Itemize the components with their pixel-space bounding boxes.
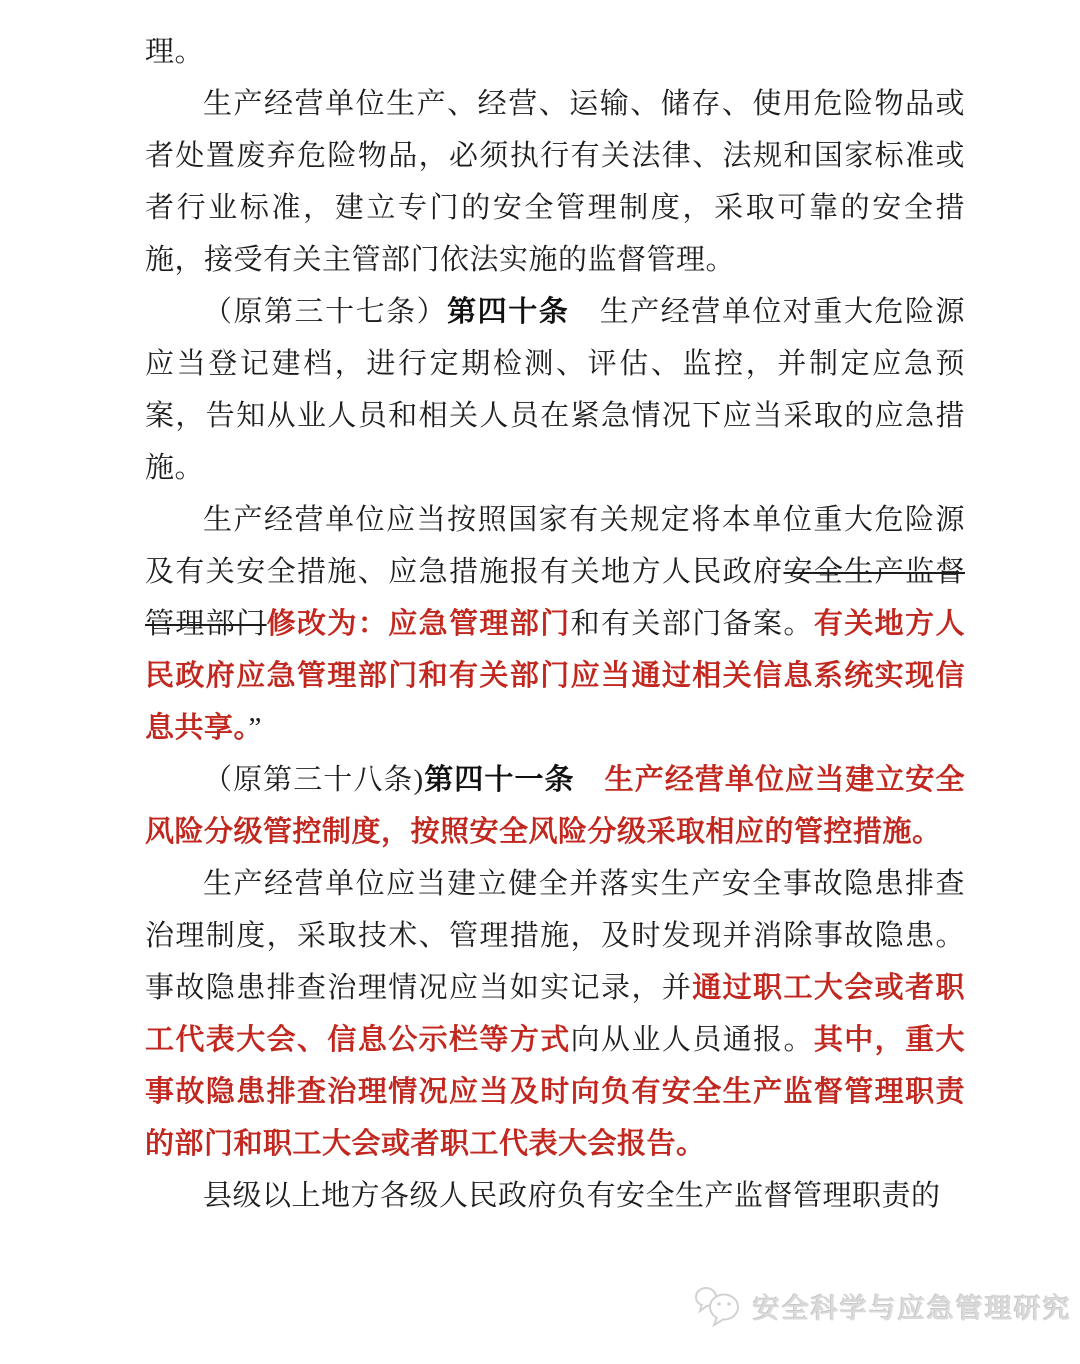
text-segment: 生产经营单位应当建立健全并落实生产安全事故隐患排查治理制度，采取技术、管理措施，及时发现并消除事故隐患。事故隐患排查治理情况应当如实记录，并 [145, 868, 965, 1004]
text-segment: 向从业人员通报。 [570, 1024, 814, 1056]
text-segment: （原第三十七条） [203, 296, 448, 328]
revision-text-segment: 修改为：应急管理部门 [266, 608, 571, 640]
wechat-icon [693, 1283, 745, 1329]
revision-text-segment: 生产经营单位应当建立安全风险分级管控制度，按照安全风险分级采取相应的管控措施。 [145, 764, 965, 848]
paragraph [145, 286, 965, 494]
text-segment: 生产经营单位生产、经营、运输、储存、使用危险物品或者处置废弃危险物品，必须执行有关法律、法规和国家标准或者行业标准，建立专门的安全管理制度，采取可靠的安全措施，接受有关主管部门依法实施的监督管理。 [145, 88, 965, 276]
text-segment: 生产经营单位应当按照国家有关规定将本单位重大危险源及有关安全措施、应急措施报有关地方人民政府 [145, 504, 965, 588]
paragraph [145, 494, 965, 754]
text-segment [575, 764, 605, 796]
paragraph [145, 858, 965, 1170]
article-number-segment: 第四十一条 [423, 764, 575, 796]
text-segment: ” [248, 712, 262, 744]
text-segment: 和有关部门备案。 [570, 608, 814, 640]
text-segment: （原第三十八条) [203, 764, 424, 796]
document-body [145, 26, 965, 1222]
watermark-label: 安全科学与应急管理研究 [753, 1293, 1072, 1324]
watermark [693, 1283, 1072, 1329]
paragraph [145, 78, 965, 286]
paragraph [145, 754, 965, 858]
text-segment: 生产经营单位对重大危险源应当登记建档，进行定期检测、评估、监控，并制定应急预案，告知从业人员和相关人员在紧急情况下应当采取的应急措施。 [145, 296, 965, 484]
deleted-text-segment: 安全生产监督管理部门 [145, 556, 965, 640]
revision-text-segment: 其中，重大事故隐患排查治理情况应当及时向负有安全生产监督管理职责的部门和职工大会或者职工代表大会报告。 [145, 1024, 965, 1160]
text-segment: 理。 [145, 36, 205, 68]
article-number-segment: 第四十条 [447, 296, 570, 328]
revision-text-segment: 通过职工大会或者职工代表大会、信息公示栏等方式 [145, 972, 965, 1056]
text-segment: 县级以上地方各级人民政府负有安全生产监督管理职责的 [203, 1180, 941, 1212]
paragraph [145, 26, 965, 78]
paragraph [145, 1170, 965, 1222]
revision-text-segment: 有关地方人民政府应急管理部门和有关部门应当通过相关信息系统实现信息共享。 [145, 608, 965, 744]
